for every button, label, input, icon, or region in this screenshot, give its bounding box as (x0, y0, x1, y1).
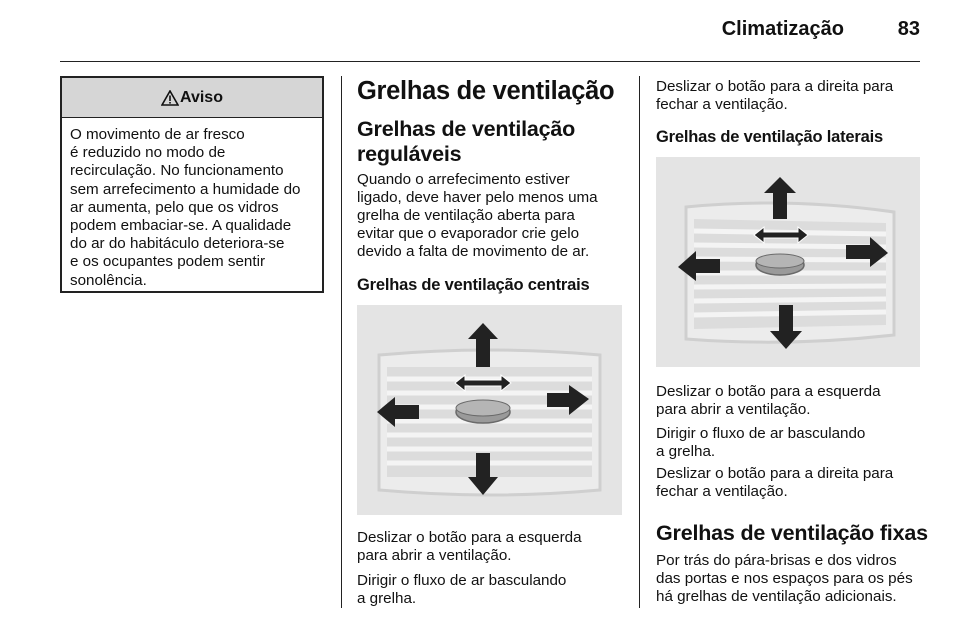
intro-paragraph: Quando o arrefecimento estiver ligado, deve haver pelo menos uma grelha de ventilação aberta para evitar que o evaporador crie gelo devido a falta de movimento de ar. (357, 171, 598, 260)
warning-box (60, 76, 324, 293)
warning-line: e os ocupantes podem sentir (70, 253, 266, 271)
warning-line: recirculação. No funcionamento (70, 162, 284, 180)
chapter-title: Climatização (721, 18, 844, 40)
warning-line: sem arrefecimento a humidade do (70, 180, 301, 198)
vent-diagram (357, 305, 622, 515)
fixed-vents-heading: Grelhas de ventilação fixas (656, 521, 928, 545)
warning-line: do ar do habitáculo deteriora-se (70, 235, 285, 253)
paragraph: Deslizar o botão para a direita para fechar a ventilação. (656, 78, 894, 113)
warning-line: sonolência. (70, 271, 147, 289)
paragraph: Dirigir o fluxo de ar basculando a grelha. (656, 425, 866, 460)
paragraph: Dirigir o fluxo de ar basculando a grelha. (357, 572, 567, 607)
warning-icon (161, 90, 179, 106)
lateral-vent-illustration (656, 157, 920, 367)
warning-title: Aviso (180, 88, 223, 106)
warning-line: ar aumenta, pelo que os vidros (70, 198, 279, 216)
warning-header (62, 78, 322, 118)
paragraph: Por trás do pára-brisas e dos vidros das portas e nos espaços para os pés há grelhas de ventilação adicionais. (656, 552, 913, 605)
page-number: 83 (897, 18, 920, 40)
paragraph: Deslizar o botão para a esquerda para abrir a ventilação. (656, 383, 881, 418)
lateral-vents-heading: Grelhas de ventilação laterais (656, 128, 883, 146)
warning-line: podem embaciar-se. A qualidade (70, 217, 292, 235)
paragraph: Deslizar o botão para a direita para fechar a ventilação. (656, 465, 894, 500)
vent-diagram (656, 157, 920, 367)
central-vents-heading: Grelhas de ventilação centrais (357, 276, 590, 294)
warning-text (62, 118, 322, 290)
column-divider (341, 76, 342, 608)
subsection-heading: Grelhas de ventilação reguláveis (357, 117, 576, 166)
column-divider (639, 76, 640, 608)
central-vent-illustration (357, 305, 622, 515)
paragraph: Deslizar o botão para a esquerda para abrir a ventilação. (357, 529, 582, 564)
section-heading: Grelhas de ventilação (357, 77, 615, 105)
warning-line: O movimento de ar fresco (70, 126, 245, 143)
warning-line: é reduzido no modo de (70, 144, 226, 162)
page-header (60, 0, 920, 62)
